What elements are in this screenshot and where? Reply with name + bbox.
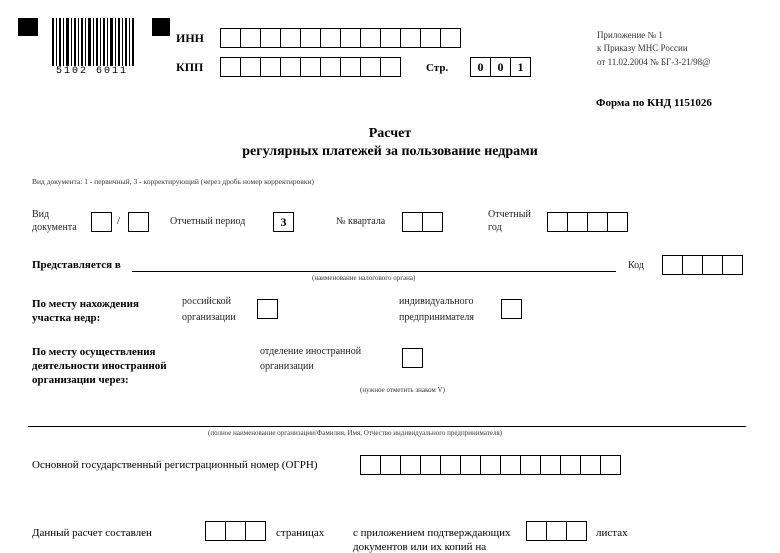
submitted-label: Представляется в bbox=[32, 259, 121, 271]
tax-authority-line[interactable] bbox=[132, 271, 616, 272]
kpp-label: КПП bbox=[176, 60, 204, 74]
title-line-2: регулярных платежей за пользование недрами bbox=[242, 144, 538, 159]
period-label: Отчетный период bbox=[170, 216, 246, 227]
inn-label: ИНН bbox=[176, 31, 205, 45]
location-label-1: По месту нахождения bbox=[32, 298, 139, 310]
appendix-line-3: от 11.02.2004 № БГ-3-21/98@ bbox=[597, 57, 711, 67]
ogrn-cells[interactable] bbox=[360, 455, 621, 475]
foreign-label-2: деятельности иностранной bbox=[32, 360, 167, 372]
year-cells[interactable] bbox=[547, 212, 628, 232]
year-label-2: год bbox=[488, 222, 502, 233]
tax-authority-caption: (наименование налогового органа) bbox=[312, 274, 416, 282]
entrepreneur-label-2: предпринимателя bbox=[399, 312, 474, 323]
appendix-line-2: к Приказу МНС России bbox=[597, 43, 688, 53]
form-code: Форма по КНД 1151026 bbox=[596, 97, 712, 109]
composed-label: Данный расчет составлен bbox=[32, 527, 152, 539]
title-line-1: Расчет bbox=[368, 126, 412, 141]
corner-marker-right bbox=[152, 18, 170, 36]
location-label-2: участка недр: bbox=[32, 312, 101, 324]
branch-label-1: отделение иностранной bbox=[260, 346, 362, 357]
entrepreneur-label-1: индивидуального bbox=[399, 296, 474, 307]
doc-type-label-1: Вид bbox=[32, 209, 50, 220]
year-label-1: Отчетный bbox=[488, 209, 531, 220]
page-digit: 0 bbox=[470, 57, 491, 77]
appendix-line-1: Приложение № 1 bbox=[597, 30, 663, 40]
foreign-label-1: По месту осуществления bbox=[32, 346, 156, 358]
org-name-caption: (полное наименование организации/Фамилия, Имя, Отчество индивидуального предпринимателя) bbox=[208, 429, 502, 437]
quarter-label: № квартала bbox=[336, 216, 386, 227]
code-cells[interactable] bbox=[662, 255, 743, 275]
russian-org-label-1: российской bbox=[182, 296, 231, 307]
mark-note: (нужное отметить знаком V) bbox=[360, 386, 445, 394]
kpp-cells[interactable] bbox=[220, 57, 401, 77]
branch-checkbox[interactable] bbox=[402, 348, 423, 368]
quarter-cells[interactable] bbox=[402, 212, 443, 232]
period-value: 3 bbox=[273, 212, 294, 232]
sheets-label: листах bbox=[596, 527, 628, 539]
page-count-cells[interactable] bbox=[205, 521, 266, 541]
correction-number-input[interactable] bbox=[128, 212, 149, 232]
doc-type-note: Вид документа: 1 - первичный, 3 - корректирующий (через дробь номер корректировки) bbox=[32, 177, 315, 186]
entrepreneur-checkbox[interactable] bbox=[501, 299, 522, 319]
doc-type-slash: / bbox=[117, 215, 121, 227]
period-cell[interactable] bbox=[273, 212, 294, 232]
attachment-label-1: с приложением подтверждающих bbox=[353, 527, 511, 539]
code-label: Код bbox=[628, 260, 644, 271]
doc-type-input[interactable] bbox=[91, 212, 112, 232]
doc-type-label-2: документа bbox=[32, 222, 77, 233]
attachment-label-2: документов или их копий на bbox=[353, 541, 487, 553]
russian-org-label-2: организации bbox=[182, 312, 236, 323]
foreign-label-3: организации через: bbox=[32, 374, 129, 386]
org-name-line[interactable] bbox=[28, 426, 746, 427]
barcode-number: 5102 6011 bbox=[56, 66, 129, 77]
inn-cells[interactable] bbox=[220, 28, 461, 48]
sheet-count-cells[interactable] bbox=[526, 521, 587, 541]
pages-label: страницах bbox=[276, 527, 325, 539]
corner-marker-left bbox=[18, 18, 38, 36]
ogrn-label: Основной государственный регистрационный номер (ОГРН) bbox=[32, 459, 318, 471]
page-digit: 1 bbox=[510, 57, 531, 77]
page-digit: 0 bbox=[490, 57, 511, 77]
page-number-cells[interactable] bbox=[470, 57, 531, 77]
branch-label-2: организации bbox=[260, 361, 314, 372]
russian-org-checkbox[interactable] bbox=[257, 299, 278, 319]
page-label: Стр. bbox=[426, 62, 449, 74]
